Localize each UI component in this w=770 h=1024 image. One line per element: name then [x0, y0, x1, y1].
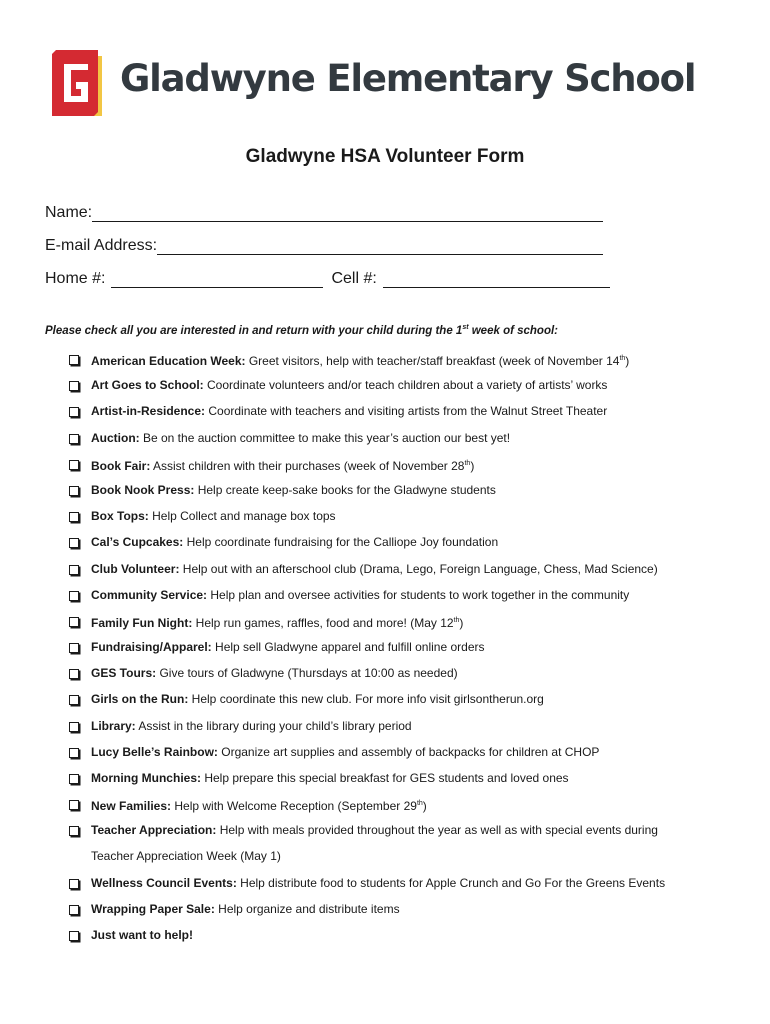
list-item	[0, 455, 770, 481]
item-title: GES Tours:	[91, 666, 157, 681]
checkbox[interactable]	[69, 460, 79, 470]
item-description: Coordinate volunteers and/or teach children about a variety of artists’ works	[203, 378, 608, 393]
list-item	[0, 586, 770, 612]
instructions-text-end: week of school:	[468, 325, 559, 337]
checkbox[interactable]	[69, 905, 79, 915]
name-field[interactable]	[92, 205, 603, 222]
list-item	[0, 926, 770, 952]
item-title: New Families:	[91, 799, 172, 814]
item-description: Help with Welcome Reception (September 29	[171, 799, 417, 814]
checkbox[interactable]	[69, 617, 79, 627]
item-description: Help Collect and manage box tops	[148, 509, 336, 524]
item-title: Community Service:	[91, 587, 208, 602]
item-superscript: th	[619, 355, 626, 362]
item-superscript: th	[453, 616, 460, 624]
list-item	[0, 429, 770, 455]
list-item	[0, 612, 770, 638]
list-item	[0, 821, 770, 873]
item-title: Book Fair:	[91, 458, 151, 473]
item-title: Morning Munchies:	[91, 771, 201, 785]
checkbox[interactable]	[69, 695, 79, 705]
list-item	[0, 769, 770, 795]
checkbox[interactable]	[69, 591, 79, 601]
checkbox[interactable]	[69, 434, 79, 444]
item-title: Cal’s Cupcakes:	[91, 535, 184, 550]
checkbox[interactable]	[69, 643, 79, 653]
list-item	[0, 402, 770, 428]
email-label: E-mail Address:	[45, 237, 158, 254]
list-item	[0, 638, 770, 664]
volunteer-options-list	[0, 350, 770, 952]
checkbox[interactable]	[69, 748, 79, 758]
item-description: Help out with an afterschool club (Drama, Lego, Foreign Language, Chess, Mad Science)	[179, 561, 658, 576]
checkbox[interactable]	[69, 381, 79, 391]
item-description: Assist in the library during your child’s library period	[135, 718, 412, 733]
instructions	[45, 324, 558, 337]
checkbox[interactable]	[69, 355, 79, 365]
item-description: Help prepare this special breakfast for GES students and loved ones	[201, 771, 569, 785]
checkbox[interactable]	[69, 565, 79, 575]
school-logo-icon	[52, 50, 104, 118]
item-description: Assist children with their purchases (week of November 28	[150, 458, 465, 473]
item-description: Help run games, raffles, food and more! (May 12	[192, 615, 454, 630]
checkbox[interactable]	[69, 538, 79, 548]
item-title: Auction:	[91, 430, 140, 445]
item-description: Coordinate with teachers and visiting artists from the Walnut Street Theater	[205, 404, 608, 419]
checkbox[interactable]	[69, 512, 79, 522]
checkbox[interactable]	[69, 800, 79, 810]
form-title: Gladwyne HSA Volunteer Form	[245, 146, 525, 167]
item-title: Club Volunteer:	[91, 561, 180, 576]
list-item	[0, 717, 770, 743]
item-description: Organize art supplies and assembly of backpacks for children at CHOP	[217, 744, 600, 759]
list-item	[0, 560, 770, 586]
cell-phone-label: Cell #:	[331, 270, 377, 287]
list-item	[0, 874, 770, 900]
item-description: Help organize and distribute items	[214, 901, 400, 916]
item-description-continued: Teacher Appreciation Week (May 1)	[91, 849, 281, 864]
checkbox[interactable]	[69, 407, 79, 417]
item-title: Artist-in-Residence:	[91, 404, 206, 419]
list-item	[0, 533, 770, 559]
item-description: Give tours of Gladwyne (Thursdays at 10:00 as needed)	[156, 666, 458, 681]
instructions-superscript: st	[462, 324, 469, 331]
item-description-end: )	[625, 354, 630, 368]
list-item	[0, 743, 770, 769]
checkbox[interactable]	[69, 486, 79, 496]
item-description: Help plan and oversee activities for students to work together in the community	[207, 587, 630, 602]
item-description: Greet visitors, help with teacher/staff breakfast (week of November 14	[245, 354, 620, 368]
item-title: Just want to help!	[91, 928, 193, 943]
item-description: Help with meals provided throughout the year as well as with special events during	[216, 823, 658, 838]
item-description: Help distribute food to students for Apple Crunch and Go For the Greens Events	[236, 875, 666, 890]
list-item	[0, 481, 770, 507]
checkbox[interactable]	[69, 774, 79, 784]
list-item	[0, 664, 770, 690]
item-title: Art Goes to School:	[91, 378, 204, 393]
item-description-end: )	[422, 799, 427, 814]
item-superscript: th	[464, 459, 471, 467]
item-description: Help sell Gladwyne apparel and fulfill online orders	[211, 640, 485, 655]
item-title: American Education Week:	[91, 354, 246, 368]
checkbox[interactable]	[69, 722, 79, 732]
list-item	[0, 795, 770, 821]
name-label: Name:	[45, 204, 93, 221]
item-title: Lucy Belle’s Rainbow:	[91, 744, 218, 759]
item-title: Teacher Appreciation:	[91, 823, 217, 838]
item-title: Girls on the Run:	[91, 692, 189, 707]
item-title: Fundraising/Apparel:	[91, 640, 212, 655]
item-description-end: )	[470, 458, 475, 473]
cell-phone-field[interactable]	[383, 271, 610, 288]
item-title: Library:	[91, 718, 136, 733]
name-field-row	[45, 200, 603, 222]
item-title: Box Tops:	[91, 509, 149, 524]
checkbox[interactable]	[69, 931, 79, 941]
item-description: Help coordinate this new club. For more info visit girlsontherun.org	[188, 692, 544, 707]
home-phone-field[interactable]	[111, 271, 323, 288]
checkbox[interactable]	[69, 826, 79, 836]
item-description-end: )	[459, 615, 464, 630]
item-superscript: th	[416, 800, 423, 808]
checkbox[interactable]	[69, 879, 79, 889]
item-title: Book Nook Press:	[91, 482, 195, 497]
item-description: Help coordinate fundraising for the Calliope Joy foundation	[183, 535, 499, 550]
phone-field-row	[45, 266, 610, 288]
list-item	[0, 507, 770, 533]
instructions-text: Please check all you are interested in and return with your child during the 1	[45, 325, 463, 337]
home-phone-label: Home #:	[45, 270, 106, 287]
item-title: Family Fun Night:	[91, 615, 193, 630]
email-field-row	[45, 233, 603, 255]
item-title: Wellness Council Events:	[91, 875, 237, 890]
item-description: Be on the auction committee to make this year’s auction our best yet!	[139, 430, 511, 445]
school-name: Gladwyne Elementary School	[120, 57, 696, 100]
list-item	[0, 900, 770, 926]
item-description: Help create keep-sake books for the Gladwyne students	[194, 482, 496, 497]
email-field[interactable]	[157, 238, 603, 255]
list-item	[0, 376, 770, 402]
list-item	[0, 350, 770, 376]
list-item	[0, 690, 770, 716]
checkbox[interactable]	[69, 669, 79, 679]
item-title: Wrapping Paper Sale:	[91, 901, 215, 916]
